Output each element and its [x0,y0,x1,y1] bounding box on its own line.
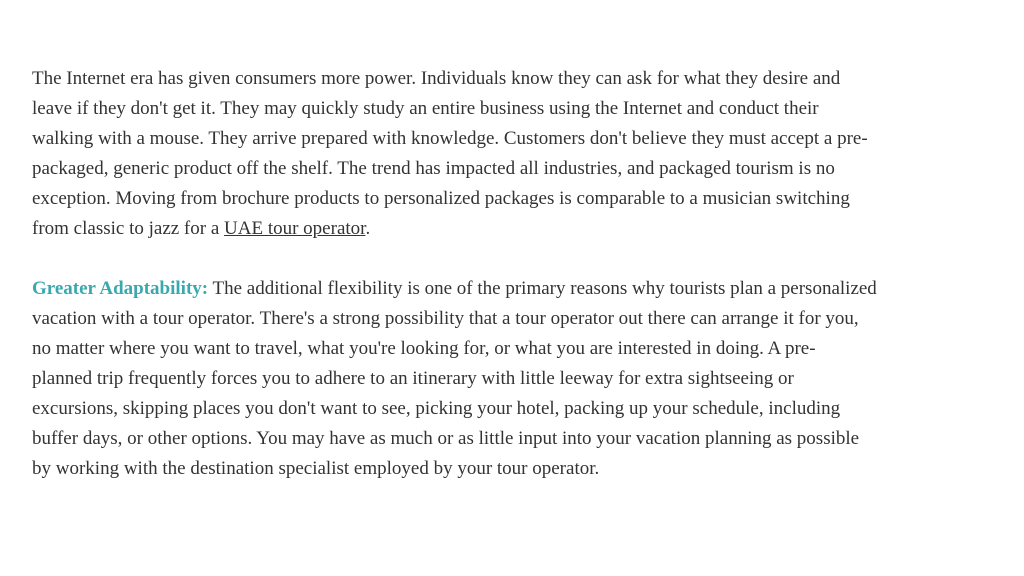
text-line: no matter where you want to travel, what you're looking for, or what you are interested in doing. A pre- [32,338,816,359]
text-line-last [32,214,1004,244]
text-line: The Internet era has given consumers more power. Individuals know they can ask for what they desire and [32,68,841,89]
adaptability-paragraph [32,274,1004,484]
text-line: excursions, skipping places you don't want to see, picking your hotel, packing up your schedule, including [32,398,841,419]
text-line-first [32,274,1004,304]
text-line: buffer days, or other options. You may have as much or as little input into your vacation planning as possible [32,428,860,449]
text-line: by working with the destination specialist employed by your tour operator. [32,458,600,479]
intro-paragraph [32,64,1004,244]
text-line: walking with a mouse. They arrive prepared with knowledge. Customers don't believe they must accept a pre- [32,128,868,149]
text-fragment: The additional flexibility is one of the primary reasons why tourists plan a personalized [208,278,877,299]
text-fragment: from classic to jazz for a [32,218,225,239]
text-line: planned trip frequently forces you to adhere to an itinerary with little leeway for extra sightseeing or [32,368,794,389]
text-line: exception. Moving from brochure products to personalized packages is comparable to a musician switching [32,188,850,209]
uae-tour-operator-link[interactable]: UAE tour operator [224,218,366,239]
text-line: vacation with a tour operator. There's a strong possibility that a tour operator out there can arrange it for you, [32,308,859,329]
text-fragment: . [365,218,371,239]
text-line: leave if they don't get it. They may quickly study an entire business using the Internet and conduct their [32,98,819,119]
text-line: packaged, generic product off the shelf. The trend has impacted all industries, and packaged tourism is no [32,158,835,179]
section-heading: Greater Adaptability: [32,278,209,299]
